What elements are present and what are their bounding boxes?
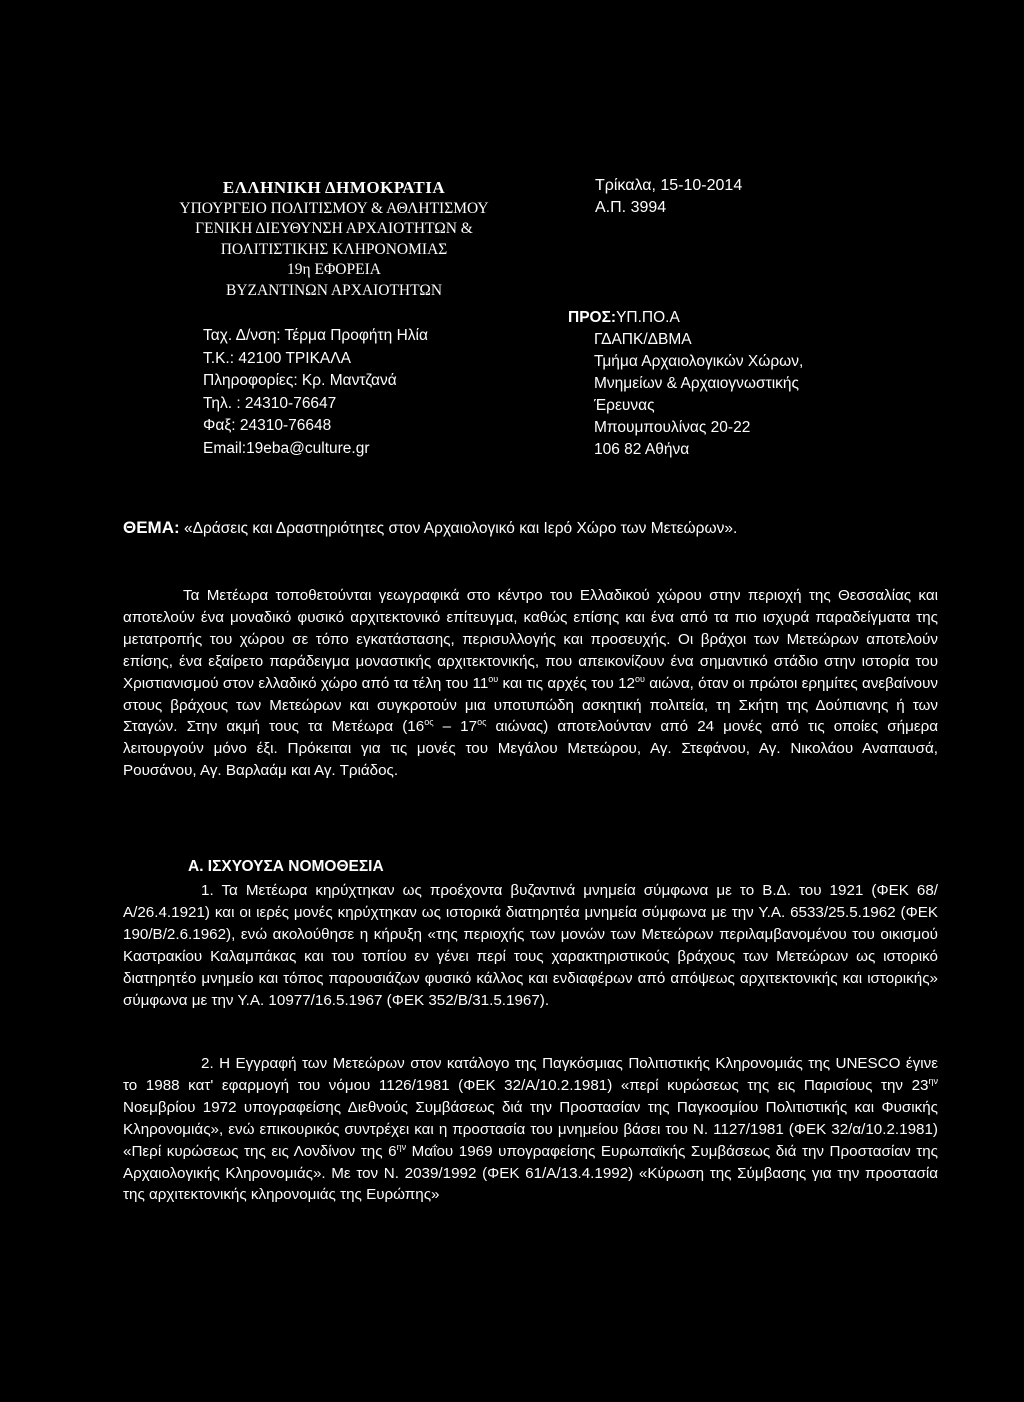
law-item-1 — [123, 880, 938, 1011]
subject-line — [123, 518, 923, 538]
sender-ephorate-line1: 19η ΕΦΟΡΕΙΑ — [287, 261, 381, 278]
law-item-2-text-c: Μαΐου 1969 υπογραφείσης Ευρωπαϊκής Συμβάσεως διά την Προστασίαν της Αρχαιολογικής Κληρονομιάς». Με τον Ν. 2039/1992 (ΦΕΚ 61/Α/13.4.1992) «Κύρωση της Σύμβασης για την προστασία της αρχιτεκτονικής κληρονομιάς της Ευρώπης» — [123, 1142, 939, 1204]
recipient-block — [568, 307, 803, 461]
sender-directorate-line1: ΓΕΝΙΚΗ ΔΙΕΥΘΥΝΣΗ ΑΡΧΑΙΟΤΗΤΩΝ & — [195, 220, 473, 237]
recipient-line5: Έρευνας — [594, 397, 655, 414]
contact-postal: Τ.Κ.: 42100 ΤΡΙΚΑΛΑ — [203, 349, 351, 367]
intro-text-d: – 17 — [433, 718, 478, 736]
sender-ephorate-line2: ΒΥΖΑΝΤΙΝΩΝ ΑΡΧΑΙΟΤΗΤΩΝ — [225, 281, 443, 299]
sender-contact — [203, 325, 428, 460]
ordinal-sup: ην — [396, 1141, 407, 1152]
recipient-line3: Τμήμα Αρχαιολογικών Χώρων, — [594, 353, 804, 370]
ordinal-sup: ην — [928, 1075, 938, 1086]
recipient-line2: ΓΔΑΠΚ/ΔΒΜΑ — [594, 331, 692, 348]
contact-fax: Φαξ: 24310-76648 — [203, 417, 332, 434]
recipient-line6: Μπουμπουλίνας 20-22 — [594, 419, 751, 436]
law-item-2-text-b: Νοεμβρίου 1972 υπογραφείσης Διεθνούς Συμβάσεως διά την Προστασίαν της Παγκοσμίου Πολιτιστικής και Φυσικής Κληρονομιάς», ενώ επικουρικός συντρέχει και η προστασία του μνημείου βάσει του Ν. 1127/1981 (ΦΕΚ 32/α/10.2.1981) «Περί κυρώσεως της εις Λονδίνον της 6 — [123, 1098, 938, 1160]
sender-ministry: ΥΠΟΥΡΓΕΙΟ ΠΟΛΙΤΙΣΜΟΥ & ΑΘΛΗΤΙΣΜΟΥ — [179, 199, 489, 217]
sender-directorate-line2: ΠΟΛΙΤΙΣΤΙΚΗΣ ΚΛΗΡΟΝΟΜΙΑΣ — [220, 240, 448, 258]
protocol-number: Α.Π. 3994 — [595, 199, 667, 216]
intro-text-e: αιώνας) αποτελούνταν από 24 μονές από τις οποίες σήμερα λειτουργούν μόνο έξι. Πρόκειται για τις μονές του Μεγάλου Μετεώρου, Αγ. Στεφάνου, Αγ. Νικολάου Αναπαυσά, Ρουσάνου, Αγ. Βαρλαάμ και Αγ. Τριάδος. — [123, 718, 939, 780]
contact-address: Ταχ. Δ/νση: Τέρμα Προφήτη Ηλία — [203, 327, 428, 344]
intro-paragraph — [123, 585, 938, 782]
sender-header — [150, 178, 518, 301]
intro-text-b: και τις αρχές του 12 — [498, 674, 635, 692]
ordinal-sup: ου — [488, 673, 499, 684]
subject-text: «Δράσεις και Δραστηριότητες στον Αρχαιολογικό και Ιερό Χώρο των Μετεώρων». — [183, 520, 738, 537]
ordinal-sup: ος — [424, 717, 434, 728]
contact-phone: Τηλ. : 24310-76647 — [203, 394, 337, 412]
law-item-1-text: 1. Τα Μετέωρα κηρύχτηκαν ως προέχοντα βυζαντινά μνημεία σύμφωνα με το Β.Δ. του 1921 (ΦΕΚ 68/Α/26.4.1921) και οι ιερές μονές κηρύχτηκαν ως ιστορικά διατηρητέα μνημεία σύμφωνα με την Υ.Α. 6533/25.5.1962 (ΦΕΚ 190/Β/2.6.1962), ενώ ακολούθησε η κήρυξη «της περιοχής των μονών των Μετεώρων περιλαμβανομένου του οικισμού Καστρακίου Καλαμπάκας και του τοπίου εν γένει περί τους χαρακτηριστικούς βράχους των Μετεώρων ως ιστορικό διατηρητέο μνημείο και τόπος παρουσιάζων φυσικό κάλλος και ενδιαφέρων από απόψεως αρχιτεκτονικής και ιστορικής» σύμφωνα με την Υ.Α. 10977/16.5.1967 (ΦΕΚ 352/Β/31.5.1967). — [123, 882, 938, 1009]
section-a-title: Α. ΙΣΧΥΟΥΣΑ ΝΟΜΟΘΕΣΙΑ — [188, 858, 384, 875]
place-date: Τρίκαλα, 15-10-2014 — [595, 177, 743, 194]
contact-info: Πληροφορίες: Κρ. Μαντζανά — [203, 372, 397, 389]
subject-label: ΘΕΜΑ: — [123, 518, 180, 537]
sender-country: ΕΛΛΗΝΙΚΗ ΔΗΜΟΚΡΑΤΙΑ — [222, 178, 446, 197]
contact-email: Email:19eba@culture.gr — [203, 439, 370, 457]
ordinal-sup: ου — [634, 673, 645, 684]
recipient-line4: Μνημείων & Αρχαιογνωστικής — [594, 375, 799, 392]
intro-text-c: αιώνα, όταν οι πρώτοι ερημίτες ανεβαίνουν στους βράχους των Μετεώρων και συγκροτούν μια υποτυπώδη ασκητική πολιτεία, τη Σκήτη της Δούπιανης ή των Σταγών. Στην ακμή τους τα Μετέωρα (16 — [123, 674, 939, 736]
recipient-label: ΠΡΟΣ: — [568, 309, 617, 326]
recipient-line7: 106 82 Αθήνα — [594, 441, 690, 458]
ordinal-sup: ος — [477, 717, 487, 728]
law-item-2 — [123, 1053, 938, 1206]
law-item-2-text-a: 2. Η Εγγραφή των Μετεώρων στον κατάλογο της Παγκόσμιας Πολιτιστικής Κληρονομιάς της UNESCO έγινε το 1988 κατ' εφαρμογή του νόμου 1126/1981 (ΦΕΚ 32/Α/10.2.1981) «περί κυρώσεως της εις Παρισίους την 23 — [123, 1055, 938, 1094]
intro-text-a: Τα Μετέωρα τοποθετούνται γεωγραφικά στο κέντρο του Ελλαδικού χώρου στην περιοχή της Θεσσαλίας και αποτελούν ένα μοναδικό φυσικό αρχιτεκτονικό επίτευγμα, καθώς επίσης και ένα από τα πιο ισχυρά παραδείγματα της μετατροπής του χώρου σε τόπο εγκατάστασης, περισυλλογής και προσευχής. Οι βράχοι των Μετεώρων αποτελούν επίσης, ένα εξαίρετο παράδειγμα μοναστικής αρχιτεκτονικής, που απεικονίζουν ένα σημαντικό στάδιο στην ιστορία του Χριστιανισμού στον ελλαδικό χώρο από τα τέλη του 11 — [123, 587, 938, 692]
document-meta — [595, 175, 742, 219]
recipient-line1: ΥΠ.ΠΟ.Α — [616, 309, 680, 326]
